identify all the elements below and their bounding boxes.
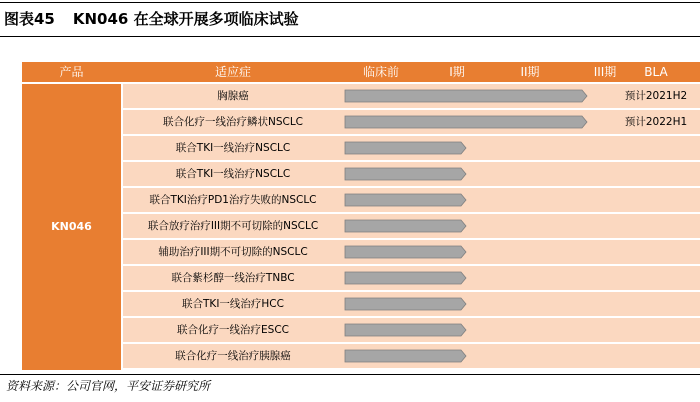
progress-arrow xyxy=(345,194,466,206)
bla-label xyxy=(615,136,697,160)
progress-svg xyxy=(123,240,700,264)
pipeline-row xyxy=(123,84,700,108)
progress-svg xyxy=(123,110,700,134)
header-product: 产品 xyxy=(59,65,84,79)
indication-label: 联合化疗一线治疗鳞状NSCLC xyxy=(162,116,304,128)
figure-number: 图表45 xyxy=(4,10,55,28)
pipeline-row xyxy=(123,188,700,212)
progress-svg xyxy=(123,344,700,368)
indication-label: 联合TKI治疗PD1治疗失败的NSCLC xyxy=(149,194,317,206)
source-note: 资料来源：公司官网，平安证券研究所 xyxy=(6,379,211,393)
progress-arrow xyxy=(345,90,587,102)
progress-arrow xyxy=(345,168,466,180)
pipeline-row xyxy=(123,110,700,134)
indication-label: 胸腺癌 xyxy=(217,90,249,102)
indication-label: 辅助治疗III期不可切除的NSCLC xyxy=(158,246,308,258)
source-rule xyxy=(0,374,700,375)
title-rule xyxy=(0,36,700,37)
progress-arrow xyxy=(345,116,587,128)
indication-label: 联合TKI一线治疗NSCLC xyxy=(175,168,291,180)
header-indication: 适应症 xyxy=(214,65,251,79)
progress-arrow xyxy=(345,298,466,310)
bla-label xyxy=(615,240,697,264)
table-header xyxy=(22,62,700,82)
progress-arrow xyxy=(345,272,466,284)
progress-svg xyxy=(123,162,700,186)
bla-label: 预计2022H1 xyxy=(624,116,688,128)
pipeline-row xyxy=(123,318,700,342)
pipeline-row xyxy=(123,136,700,160)
pipeline-row xyxy=(123,266,700,290)
bla-label xyxy=(615,214,697,238)
indication-label: 联合化疗一线治疗ESCC xyxy=(177,324,289,336)
indication-label: 联合放疗治疗III期不可切除的NSCLC xyxy=(147,220,319,232)
product-label: KN046 xyxy=(51,220,92,233)
pipeline-row xyxy=(123,240,700,264)
progress-svg xyxy=(123,214,700,238)
header-bla: BLA xyxy=(644,65,668,79)
bla-label xyxy=(615,162,697,186)
header-phase2: II期 xyxy=(520,65,540,79)
progress-svg xyxy=(123,188,700,212)
progress-arrow xyxy=(345,324,466,336)
product-cell xyxy=(22,84,121,370)
header-phase3: III期 xyxy=(593,65,617,79)
figure-title xyxy=(4,6,299,32)
figure-title-text: KN046 在全球开展多项临床试验 xyxy=(72,10,299,28)
bla-label xyxy=(615,344,697,368)
indication-label: 联合化疗一线治疗胰腺癌 xyxy=(175,350,291,362)
bla-label xyxy=(615,266,697,290)
pipeline-row xyxy=(123,292,700,316)
progress-svg xyxy=(123,84,700,108)
bla-label xyxy=(615,188,697,212)
bla-label xyxy=(615,318,697,342)
progress-svg xyxy=(123,266,700,290)
header-preclinical: 临床前 xyxy=(362,65,399,79)
pipeline-row xyxy=(123,162,700,186)
pipeline-row xyxy=(123,344,700,368)
progress-arrow xyxy=(345,142,466,154)
progress-arrow xyxy=(345,246,466,258)
progress-svg xyxy=(123,292,700,316)
progress-svg xyxy=(123,136,700,160)
indication-label: 联合紫杉醇一线治疗TNBC xyxy=(171,272,295,284)
indication-label: 联合TKI一线治疗NSCLC xyxy=(175,142,291,154)
progress-svg xyxy=(123,318,700,342)
pipeline-table xyxy=(22,62,700,370)
progress-arrow xyxy=(345,350,466,362)
bla-label xyxy=(615,292,697,316)
title-top-rule xyxy=(0,2,700,3)
bla-label: 预计2021H2 xyxy=(624,90,688,102)
header-phase1: I期 xyxy=(449,65,465,79)
indication-label: 联合TKI一线治疗HCC xyxy=(182,298,284,310)
progress-arrow xyxy=(345,220,466,232)
pipeline-row xyxy=(123,214,700,238)
